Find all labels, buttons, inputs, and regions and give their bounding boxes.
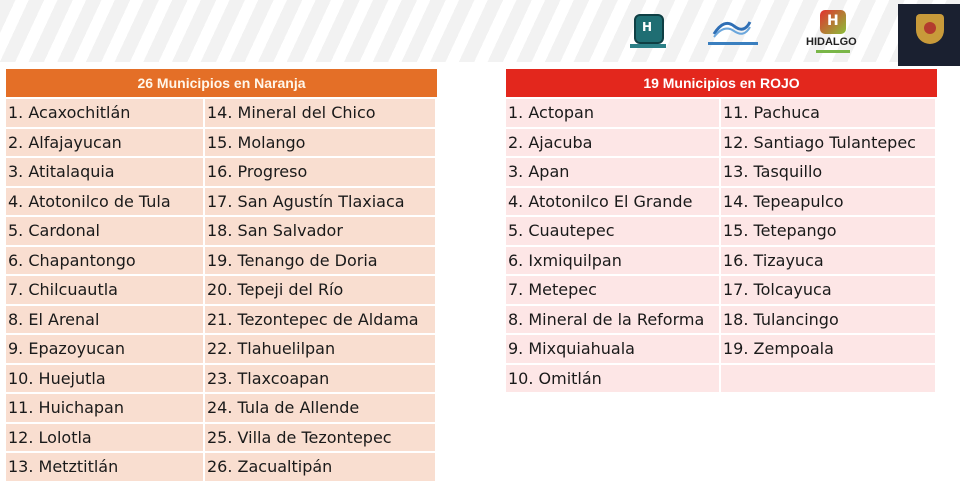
- red-municipio-cell: 8. Mineral de la Reforma: [506, 306, 721, 336]
- orange-municipios-table: [6, 69, 437, 483]
- orange-municipio-cell: 7. Chilcuautla: [6, 276, 205, 306]
- orange-municipio-cell: 14. Mineral del Chico: [205, 99, 437, 129]
- red-municipio-cell: 15. Tetepango: [721, 217, 937, 247]
- hidalgo-logo-icon: H: [820, 10, 846, 34]
- red-municipio-cell: 9. Mixquiahuala: [506, 335, 721, 365]
- red-municipio-cell: 13. Tasquillo: [721, 158, 937, 188]
- red-municipio-cell: 1. Actopan: [506, 99, 721, 129]
- red-municipio-cell: 14. Tepeapulco: [721, 188, 937, 218]
- hidalgo-logo-text: HIDALGO: [806, 36, 857, 48]
- orange-municipio-cell: 21. Tezontepec de Aldama: [205, 306, 437, 336]
- orange-municipio-cell: 18. San Salvador: [205, 217, 437, 247]
- orange-municipio-cell: 2. Alfajayucan: [6, 129, 205, 159]
- orange-municipio-cell: 24. Tula de Allende: [205, 394, 437, 424]
- health-logo-icon: H: [634, 14, 664, 44]
- orange-municipio-cell: 20. Tepeji del Río: [205, 276, 437, 306]
- red-municipio-cell: 5. Cuautepec: [506, 217, 721, 247]
- orange-municipio-cell: 19. Tenango de Doria: [205, 247, 437, 277]
- red-municipios-table: [506, 69, 937, 394]
- orange-municipio-cell: 13. Metztitlán: [6, 453, 205, 483]
- red-municipio-cell: 2. Ajacuba: [506, 129, 721, 159]
- red-municipio-cell: 3. Apan: [506, 158, 721, 188]
- red-table-title: 19 Municipios en ROJO: [506, 69, 937, 97]
- red-municipio-cell: 11. Pachuca: [721, 99, 937, 129]
- orange-municipio-cell: 11. Huichapan: [6, 394, 205, 424]
- red-municipio-cell: 17. Tolcayuca: [721, 276, 937, 306]
- red-municipio-cell: 4. Atotonilco El Grande: [506, 188, 721, 218]
- orange-municipio-cell: 9. Epazoyucan: [6, 335, 205, 365]
- orange-municipio-cell: 22. Tlahuelilpan: [205, 335, 437, 365]
- orange-municipio-cell: 23. Tlaxcoapan: [205, 365, 437, 395]
- orange-municipio-cell: 5. Cardonal: [6, 217, 205, 247]
- water-logo-icon: [712, 16, 752, 38]
- red-municipio-cell: 12. Santiago Tulantepec: [721, 129, 937, 159]
- orange-municipio-cell: 25. Villa de Tezontepec: [205, 424, 437, 454]
- orange-table-grid: [6, 99, 437, 483]
- red-municipio-cell: [721, 365, 937, 395]
- orange-municipio-cell: 17. San Agustín Tlaxiaca: [205, 188, 437, 218]
- logo-bar: [620, 10, 960, 62]
- state-seal-icon: [898, 4, 960, 66]
- red-municipio-cell: 18. Tulancingo: [721, 306, 937, 336]
- water-logo-caption: [708, 42, 758, 45]
- orange-municipio-cell: 26. Zacualtipán: [205, 453, 437, 483]
- red-municipio-cell: 19. Zempoala: [721, 335, 937, 365]
- orange-municipio-cell: 16. Progreso: [205, 158, 437, 188]
- orange-municipio-cell: 8. El Arenal: [6, 306, 205, 336]
- orange-municipio-cell: 12. Lolotla: [6, 424, 205, 454]
- red-municipio-cell: 10. Omitlán: [506, 365, 721, 395]
- red-table-grid: [506, 99, 937, 394]
- health-logo-caption: [630, 44, 666, 48]
- red-municipio-cell: 7. Metepec: [506, 276, 721, 306]
- hidalgo-logo-underline: [816, 50, 850, 53]
- orange-municipio-cell: 3. Atitalaquia: [6, 158, 205, 188]
- orange-municipio-cell: 4. Atotonilco de Tula: [6, 188, 205, 218]
- orange-table-title: 26 Municipios en Naranja: [6, 69, 437, 97]
- orange-municipio-cell: 1. Acaxochitlán: [6, 99, 205, 129]
- orange-municipio-cell: 6. Chapantongo: [6, 247, 205, 277]
- red-municipio-cell: 6. Ixmiquilpan: [506, 247, 721, 277]
- red-municipio-cell: 16. Tizayuca: [721, 247, 937, 277]
- orange-municipio-cell: 10. Huejutla: [6, 365, 205, 395]
- orange-municipio-cell: 15. Molango: [205, 129, 437, 159]
